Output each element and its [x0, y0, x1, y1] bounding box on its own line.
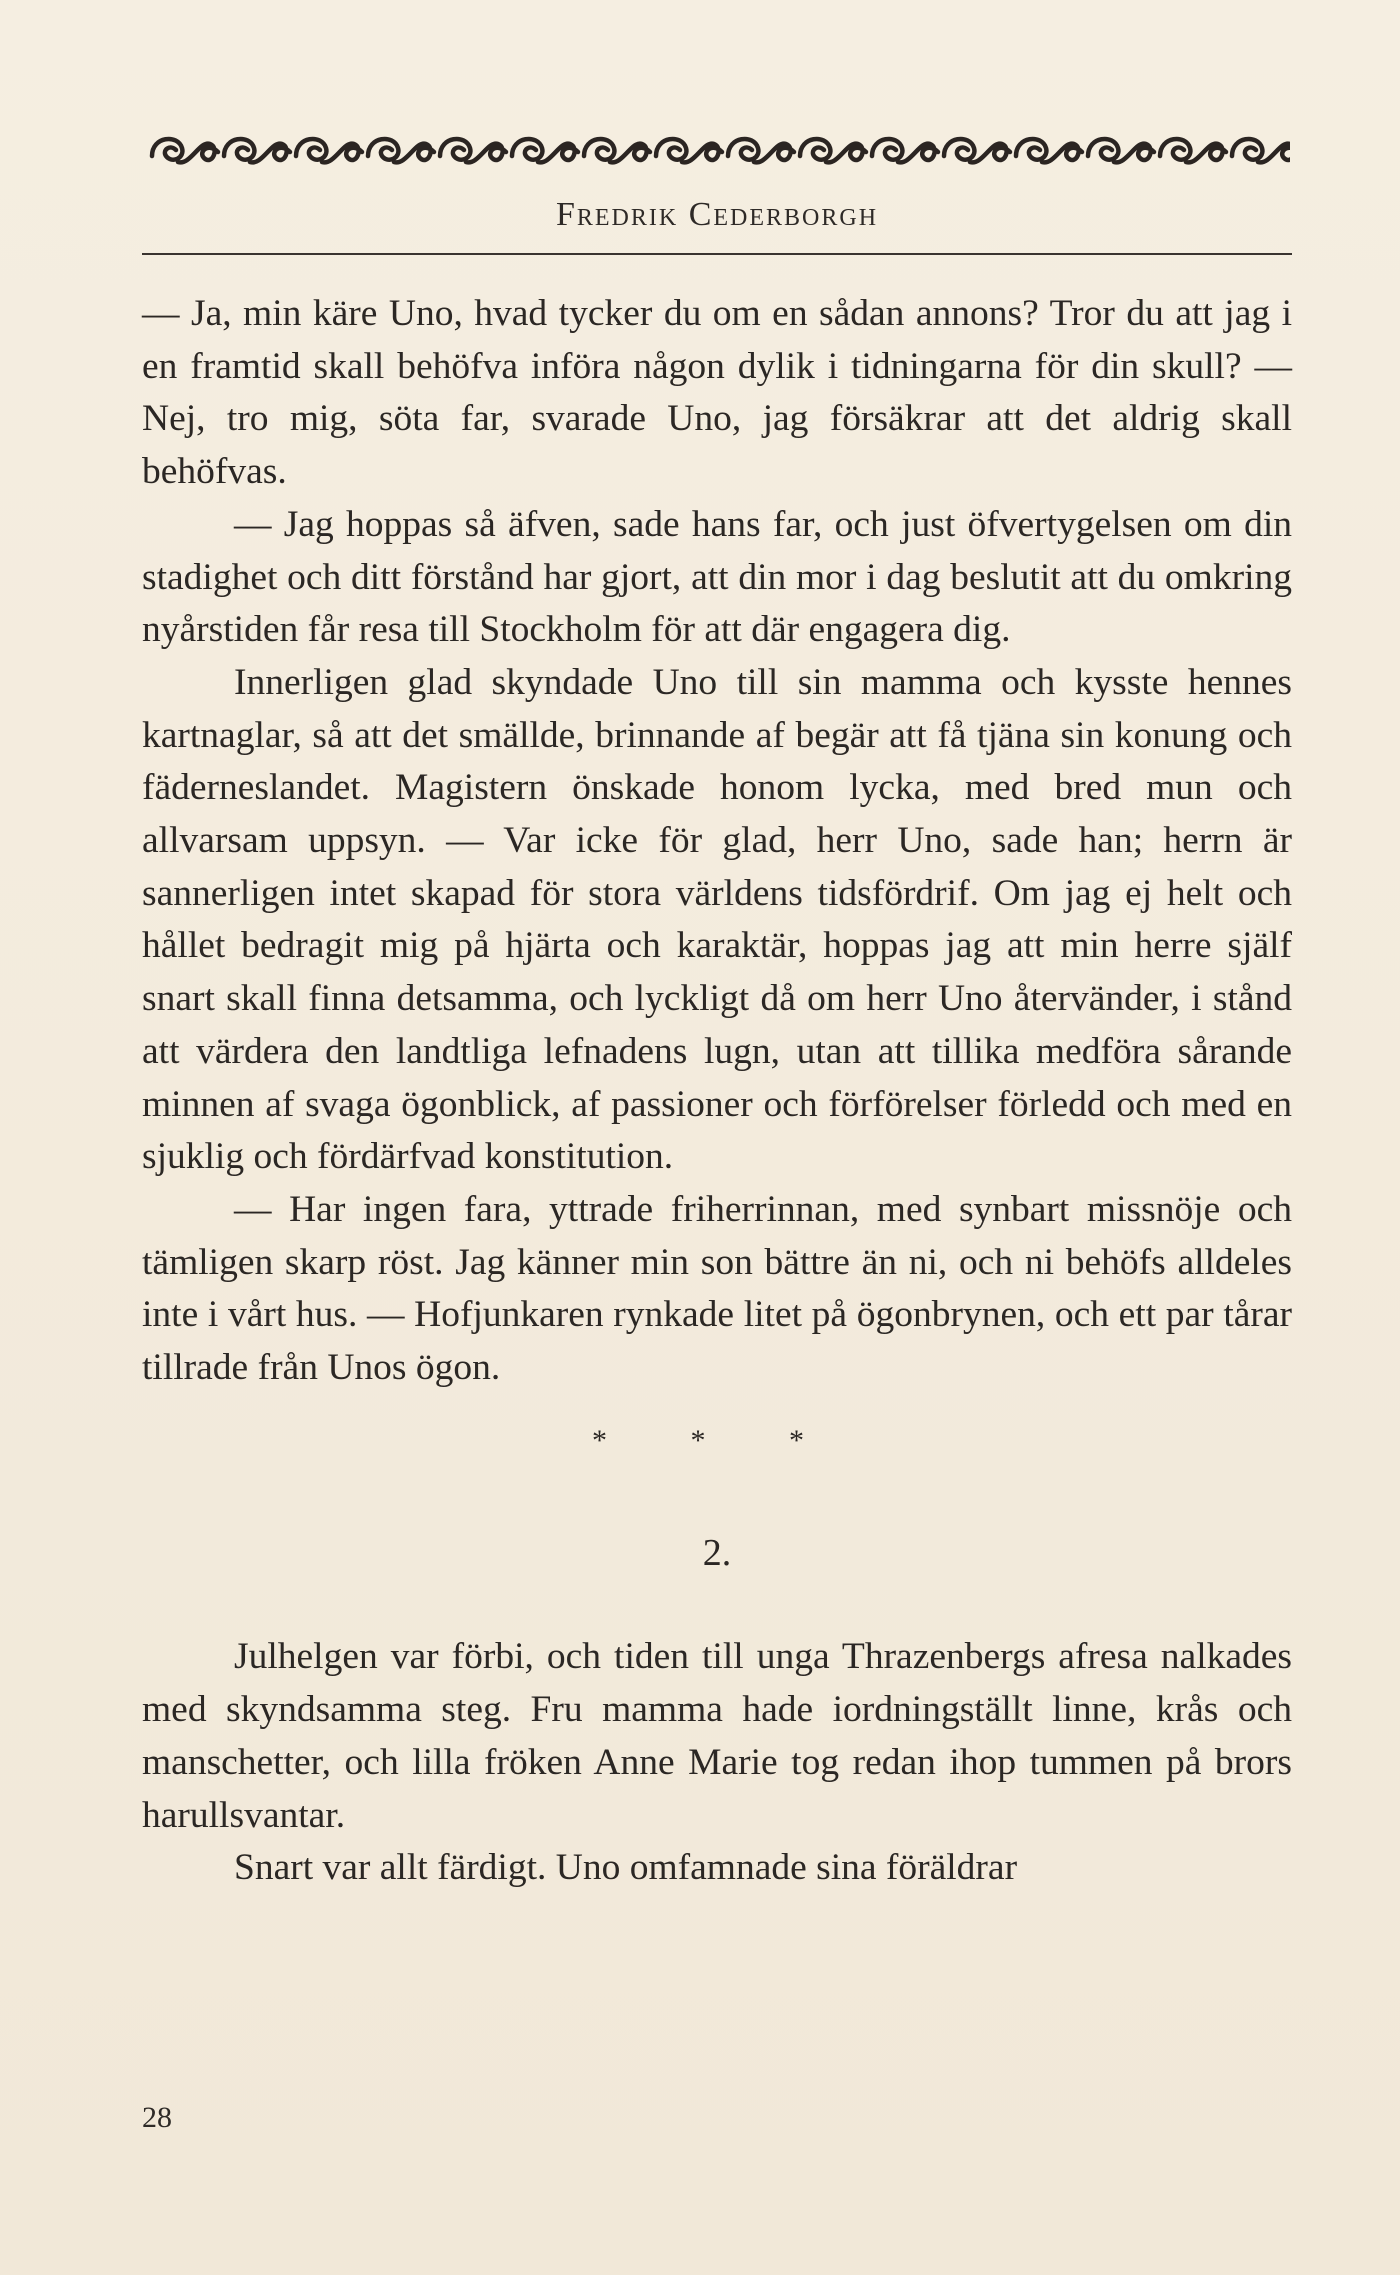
- section-number: 2.: [702, 1531, 732, 1574]
- paragraph: Julhelgen var förbi, och tiden till unga Thrazenbergs afresa nalkades med skyndsamma steg. Fru mamma hade iordningställt linne, krås och manschetter, och lilla fröken Anne Marie tog redan ihop tummen på brors harullsvantar.: [142, 1636, 1292, 1836]
- page-number: 28: [142, 2101, 172, 2134]
- ornament-scroll-unit: [1160, 139, 1226, 162]
- header-rule: [142, 253, 1292, 255]
- ornament-scroll-unit: [512, 139, 578, 162]
- ornament-scroll-unit: [584, 139, 650, 162]
- body-text: [142, 288, 1292, 1895]
- ornament-scroll-unit: [224, 139, 290, 162]
- running-head: Fredrik Cederborgh: [555, 196, 879, 233]
- ornament-scroll-unit: [800, 139, 866, 162]
- ornament-scroll-unit: [656, 139, 722, 162]
- ornament-scroll-unit: [152, 139, 218, 162]
- ornament-scroll-unit: [1088, 139, 1154, 162]
- ornament-scroll-unit: [1232, 139, 1290, 162]
- paragraph: — Har ingen fara, yttrade friherrinnan, med synbart missnöje och tämligen skarp röst. Jag känner min son bättre än ni, och ni behöfs alldeles inte i vårt hus. — Hofjunkaren rynkade litet på ögonbrynen, och ett par tårar tillrade från Unos ögon.: [142, 1188, 1292, 1389]
- paragraph: Innerligen glad skyndade Uno till sin mamma och kysste hennes kartnaglar, så att det smällde, brinnande af begär att få tjäna sin konung och fäderneslandet. Magistern önskade honom lycka, med bred mun och allvarsam uppsyn. — Var icke för glad, herr Uno, sade han; herrn är sannerligen intet skapad för stora världens tidsfördrif. Om jag ej helt och hållet bedragit mig på hjärta och karaktär, hoppas jag att min herre själf snart skall finna detsamma, och lyckligt då om herr Uno återvänder, i stånd att värdera den landtliga lefnadens lugn, utan att tillika medföra sårande minnen af svaga ögonblick, af passioner och förförelser förledd och med en sjuklig och fördärfvad konstitution.: [142, 661, 1292, 1178]
- section-separator: * * *: [592, 1423, 842, 1457]
- ornament-scroll-unit: [728, 139, 794, 162]
- ornament-scroll-unit: [296, 139, 362, 162]
- paragraph: — Jag hoppas så äfven, sade hans far, och just öfvertygelsen om din stadighet och ditt förstånd har gjort, att din mor i dag beslutit att du omkring nyårstiden får resa till Stockholm för att där engagera dig.: [142, 503, 1292, 651]
- paragraph: — Ja, min käre Uno, hvad tycker du om en sådan annons? Tror du att jag i en framtid skall behöfva införa någon dylik i tidningarna för din skull? — Nej, tro mig, söta far, svarade Uno, jag försäkrar att det aldrig skall behöfvas.: [142, 293, 1292, 493]
- paragraph: Snart var allt färdigt. Uno omfamnade sina föräldrar: [234, 1847, 1018, 1889]
- ornament-scroll-unit: [944, 139, 1010, 162]
- ornament-scroll-unit: [368, 139, 434, 162]
- ornament-scroll-unit: [872, 139, 938, 162]
- ornament-scroll-unit: [1016, 139, 1082, 162]
- ornament-scroll-unit: [440, 139, 506, 162]
- scroll-ornament-border: [148, 126, 1290, 176]
